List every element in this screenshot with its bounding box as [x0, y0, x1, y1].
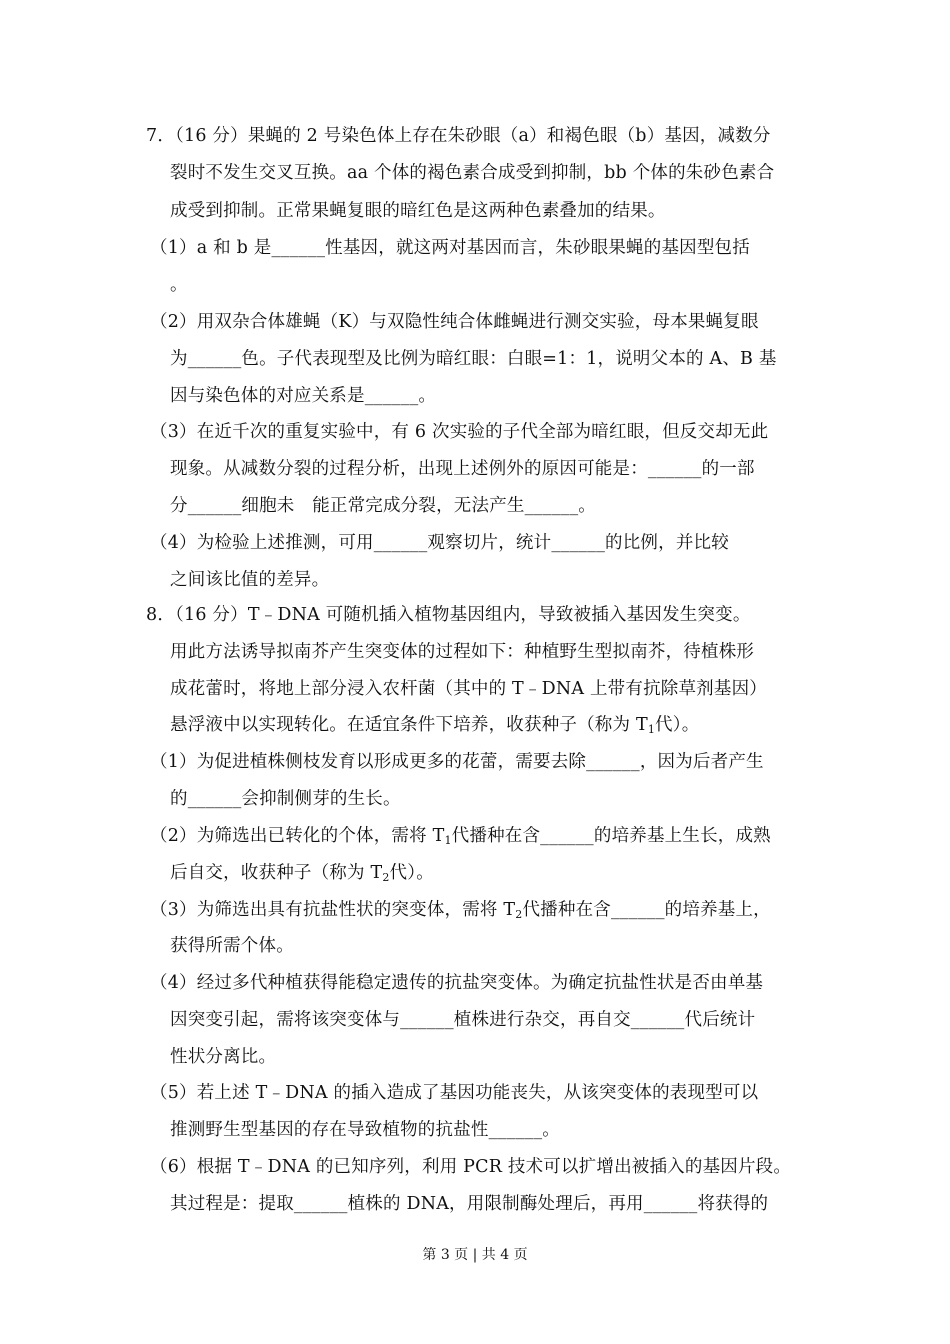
q8-part2-line-1-tail: 代播种在含______的培养基上生长，成熟	[451, 826, 771, 846]
q8-part3-line-1-text: （3）为筛选出具有抗盐性状的突变体，需将 T	[150, 900, 516, 920]
q7-part1-line-1: （1）a 和 b 是______性基因，就这两对基因而言，朱砂眼果蝇的基因型包括	[150, 238, 750, 258]
q8-part6-line-1: （6）根据 T﹣DNA 的已知序列，利用 PCR 技术可以扩增出被插入的基因片段。	[150, 1157, 792, 1177]
q7-part3-line-3: 分______细胞未 能正常完成分裂，无法产生______。	[170, 496, 596, 516]
q8-part6-line-2: 其过程是：提取______植株的 DNA，用限制酶处理后，再用______将获得的	[170, 1194, 769, 1214]
q7-part2-line-1: （2）用双杂合体雄蝇（K）与双隐性纯合体雌蝇进行测交实验，母本果蝇复眼	[150, 312, 759, 332]
q8-part3-line-1-tail: 代播种在含______的培养基上，	[522, 900, 771, 920]
q8-part5-line-2: 推测野生型基因的存在导致植物的抗盐性______。	[170, 1120, 560, 1140]
q7-part4-line-2: 之间该比值的差异。	[170, 570, 330, 590]
q7-part3-line-1: （3）在近千次的重复实验中，有 6 次实验的子代全部为暗红眼，但反交却无此	[150, 422, 769, 442]
q8-part1-line-2: 的______会抑制侧芽的生长。	[170, 789, 401, 809]
q7-stem-line-3: 成受到抑制。正常果蝇复眼的暗红色是这两种色素叠加的结果。	[170, 201, 666, 221]
q8-part4-line-3: 性状分离比。	[170, 1047, 277, 1067]
q8-part2-line-2-tail: 代）。	[389, 863, 434, 883]
subscript-2: 2	[515, 908, 523, 921]
q8-part4-line-2: 因突变引起，需将该突变体与______植株进行杂交，再自交______代后统计	[170, 1010, 756, 1030]
q8-stem-line-4-tail: 代）。	[655, 715, 700, 735]
q8-stem-line-4-text: 悬浮液中以实现转化。在适宜条件下培养，收获种子（称为 T	[170, 715, 648, 735]
q8-part1-line-1: （1）为促进植株侧枝发育以形成更多的花蕾，需要去除______，因为后者产生	[150, 752, 764, 772]
q8-stem-line-2: 用此方法诱导拟南芥产生突变体的过程如下：种植野生型拟南芥，待植株形	[170, 642, 755, 662]
q8-stem-line-1: 8．（16 分）T﹣DNA 可随机插入植物基因组内，导致被插入基因发生突变。	[146, 605, 751, 625]
q7-stem-line-2: 裂时不发生交叉互换。aa 个体的褐色素合成受到抑制，bb 个体的朱砂色素合	[170, 163, 775, 183]
q8-part2-line-2-text: 后自交，收获种子（称为 T	[170, 863, 383, 883]
q8-part2-line-1-text: （2）为筛选出已转化的个体，需将 T	[150, 826, 445, 846]
q7-part3-line-2: 现象。从减数分裂的过程分析，出现上述例外的原因可能是：______的一部	[170, 459, 755, 479]
q8-stem-line-4	[170, 714, 699, 736]
q8-part3-line-2: 获得所需个体。	[170, 936, 294, 956]
page-footer: 第 3 页 | 共 4 页	[422, 1247, 528, 1263]
q8-part3-line-1	[150, 899, 771, 921]
q7-part1-line-2: 。	[170, 275, 188, 295]
q7-part4-line-1: （4）为检验上述推测，可用______观察切片，统计______的比例，并比较	[150, 533, 729, 553]
q8-stem-line-3: 成花蕾时，将地上部分浸入农杆菌（其中的 T﹣DNA 上带有抗除草剂基因）	[170, 679, 767, 699]
q8-part2-line-2	[170, 862, 434, 884]
q8-part2-line-1	[150, 825, 771, 847]
q7-stem-line-1: 7．（16 分）果蝇的 2 号染色体上存在朱砂眼（a）和褐色眼（b）基因，减数分	[146, 126, 771, 146]
subscript-2: 2	[382, 871, 390, 884]
subscript-1: 1	[444, 834, 452, 847]
subscript-1: 1	[647, 723, 656, 736]
q7-part2-line-3: 因与染色体的对应关系是______。	[170, 386, 437, 406]
q8-part5-line-1: （5）若上述 T﹣DNA 的插入造成了基因功能丧失，从该突变体的表现型可以	[150, 1083, 759, 1103]
q7-part2-line-2: 为______色。子代表现型及比例为暗红眼：白眼=1：1，说明父本的 A、B 基	[170, 349, 777, 369]
q8-part4-line-1: （4）经过多代种植获得能稳定遗传的抗盐突变体。为确定抗盐性状是否由单基	[150, 973, 764, 993]
